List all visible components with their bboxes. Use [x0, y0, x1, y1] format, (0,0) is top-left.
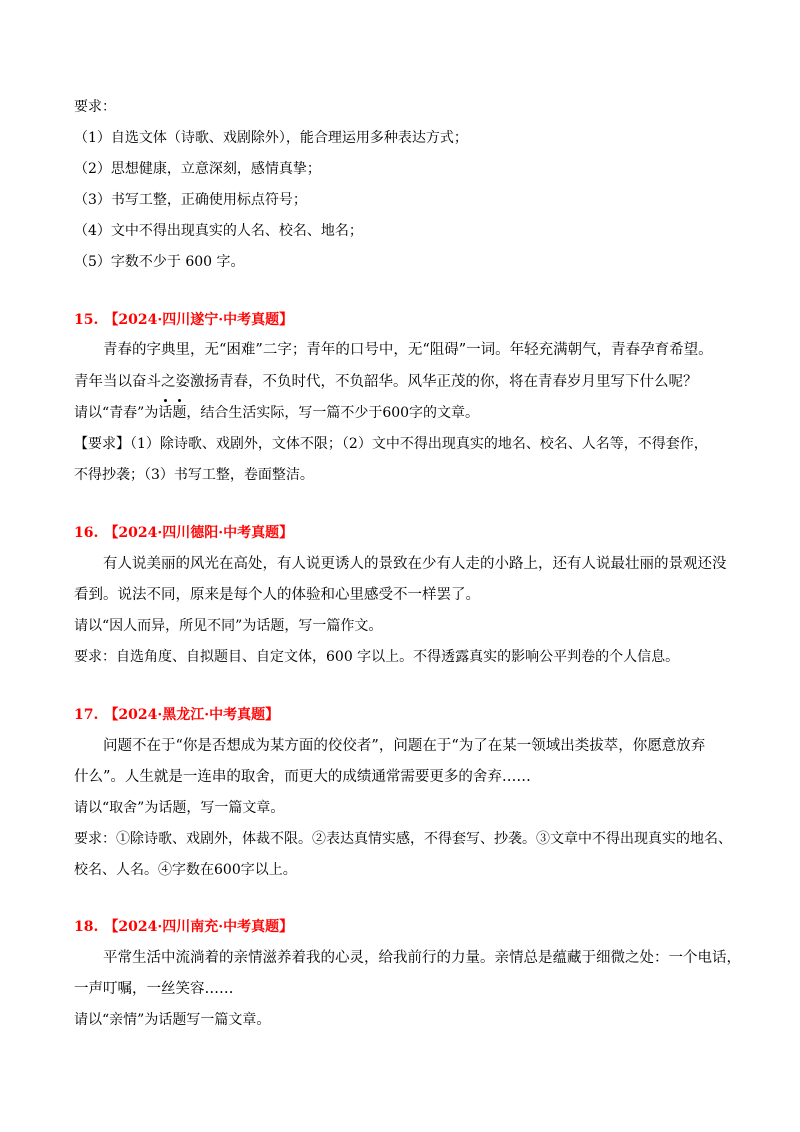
question-18-prompt: 请以“亲情”为话题写一篇文章。: [74, 1012, 271, 1028]
question-17-requirements-line: 要求：①除诗歌、戏剧外，体裁不限。②表达真情实感，不得套写、抄袭。③文章中不得出现真实的地名、: [74, 831, 732, 847]
question-number: 17.: [74, 707, 99, 723]
question-17-requirements-line: 校名、人名。④字数在600字以上。: [74, 862, 297, 878]
question-15-requirements-line: 不得抄袭；（3）书写工整，卷面整洁。: [74, 467, 314, 483]
question-source: 【2024·四川南充·中考真题】: [104, 919, 294, 935]
question-source: 【2024·四川德阳·中考真题】: [104, 525, 294, 541]
requirements-heading: 要求：: [74, 99, 116, 115]
question-16-prompt: 请以“因人而异，所见不同”为话题，写一篇作文。: [74, 618, 383, 634]
question-number: 15.: [74, 312, 99, 328]
prompt-prefix: 请以“青春”为: [74, 405, 159, 421]
question-source: 【2024·四川遂宁·中考真题】: [104, 312, 294, 328]
question-17-prompt: 请以“取舍”为话题，写一篇文章。: [74, 800, 285, 816]
emphasis-dot: [178, 399, 181, 402]
question-source: 【2024·黑龙江·中考真题】: [104, 707, 280, 723]
requirement-item: （2）思想健康，立意深刻，感情真挚；: [74, 161, 321, 177]
question-15-passage-line: 青春的字典里，无“困难”二字；青年的口号中，无“阻碍”一词。年轻充满朝气，青春孕育希望。: [103, 342, 713, 358]
requirement-item: （5）字数不少于 600 字。: [74, 254, 245, 270]
emphasis-dot: [164, 399, 167, 402]
question-number: 16.: [74, 525, 99, 541]
question-15-passage-line: 青年当以奋斗之姿激扬青春，不负时代，不负韶华。风华正茂的你，将在青春岁月里写下什么呢？: [74, 374, 698, 390]
question-15-prompt: [74, 404, 479, 422]
question-16-header: [74, 524, 293, 542]
requirement-item: （1）自选文体（诗歌、戏剧除外），能合理运用多种表达方式；: [74, 130, 468, 146]
question-18-passage-line: 平常生活中流淌着的亲情滋养着我的心灵，给我前行的力量。亲情总是蕴藏于细微之处：一个电话，: [103, 950, 741, 966]
question-16-passage-line: 有人说美丽的风光在高处，有人说更诱人的景致在少有人走的小路上，还有人说最壮丽的景观还没: [103, 556, 727, 572]
question-15-requirements-line: 【要求】（1）除诗歌、戏剧外，文体不限；（2）文中不得出现真实的地名、校名、人名等，不得套作，: [74, 436, 708, 452]
question-number: 18.: [74, 919, 99, 935]
question-17-passage-line: 问题不在于“你是否想成为某方面的佼佼者”，问题在于“为了在某一领域出类拔萃，你愿意放弃: [103, 738, 706, 754]
question-17-header: [74, 706, 279, 724]
question-17-passage-line: 什么”。人生就是一连串的取舍，而更大的成绩通常需要更多的舍弃……: [74, 769, 531, 785]
question-18-passage-line: 一声叮嘱，一丝笑容……: [74, 981, 234, 997]
question-16-passage-line: 看到。说法不同，原来是每个人的体验和心里感受不一样罢了。: [74, 587, 480, 603]
requirement-item: （4）文中不得出现真实的人名、校名、地名；: [74, 223, 363, 239]
prompt-emphasis: 话题: [158, 405, 186, 421]
question-15-header: [74, 311, 293, 329]
prompt-suffix: ，结合生活实际，写一篇不少于600字的文章。: [186, 405, 480, 421]
requirement-item: （3）书写工整，正确使用标点符号；: [74, 192, 307, 208]
question-16-requirements-line: 要求：自选角度、自拟题目、自定文体，600 字以上。不得透露真实的影响公平判卷的个人信息。: [74, 649, 680, 665]
question-18-header: [74, 918, 293, 936]
